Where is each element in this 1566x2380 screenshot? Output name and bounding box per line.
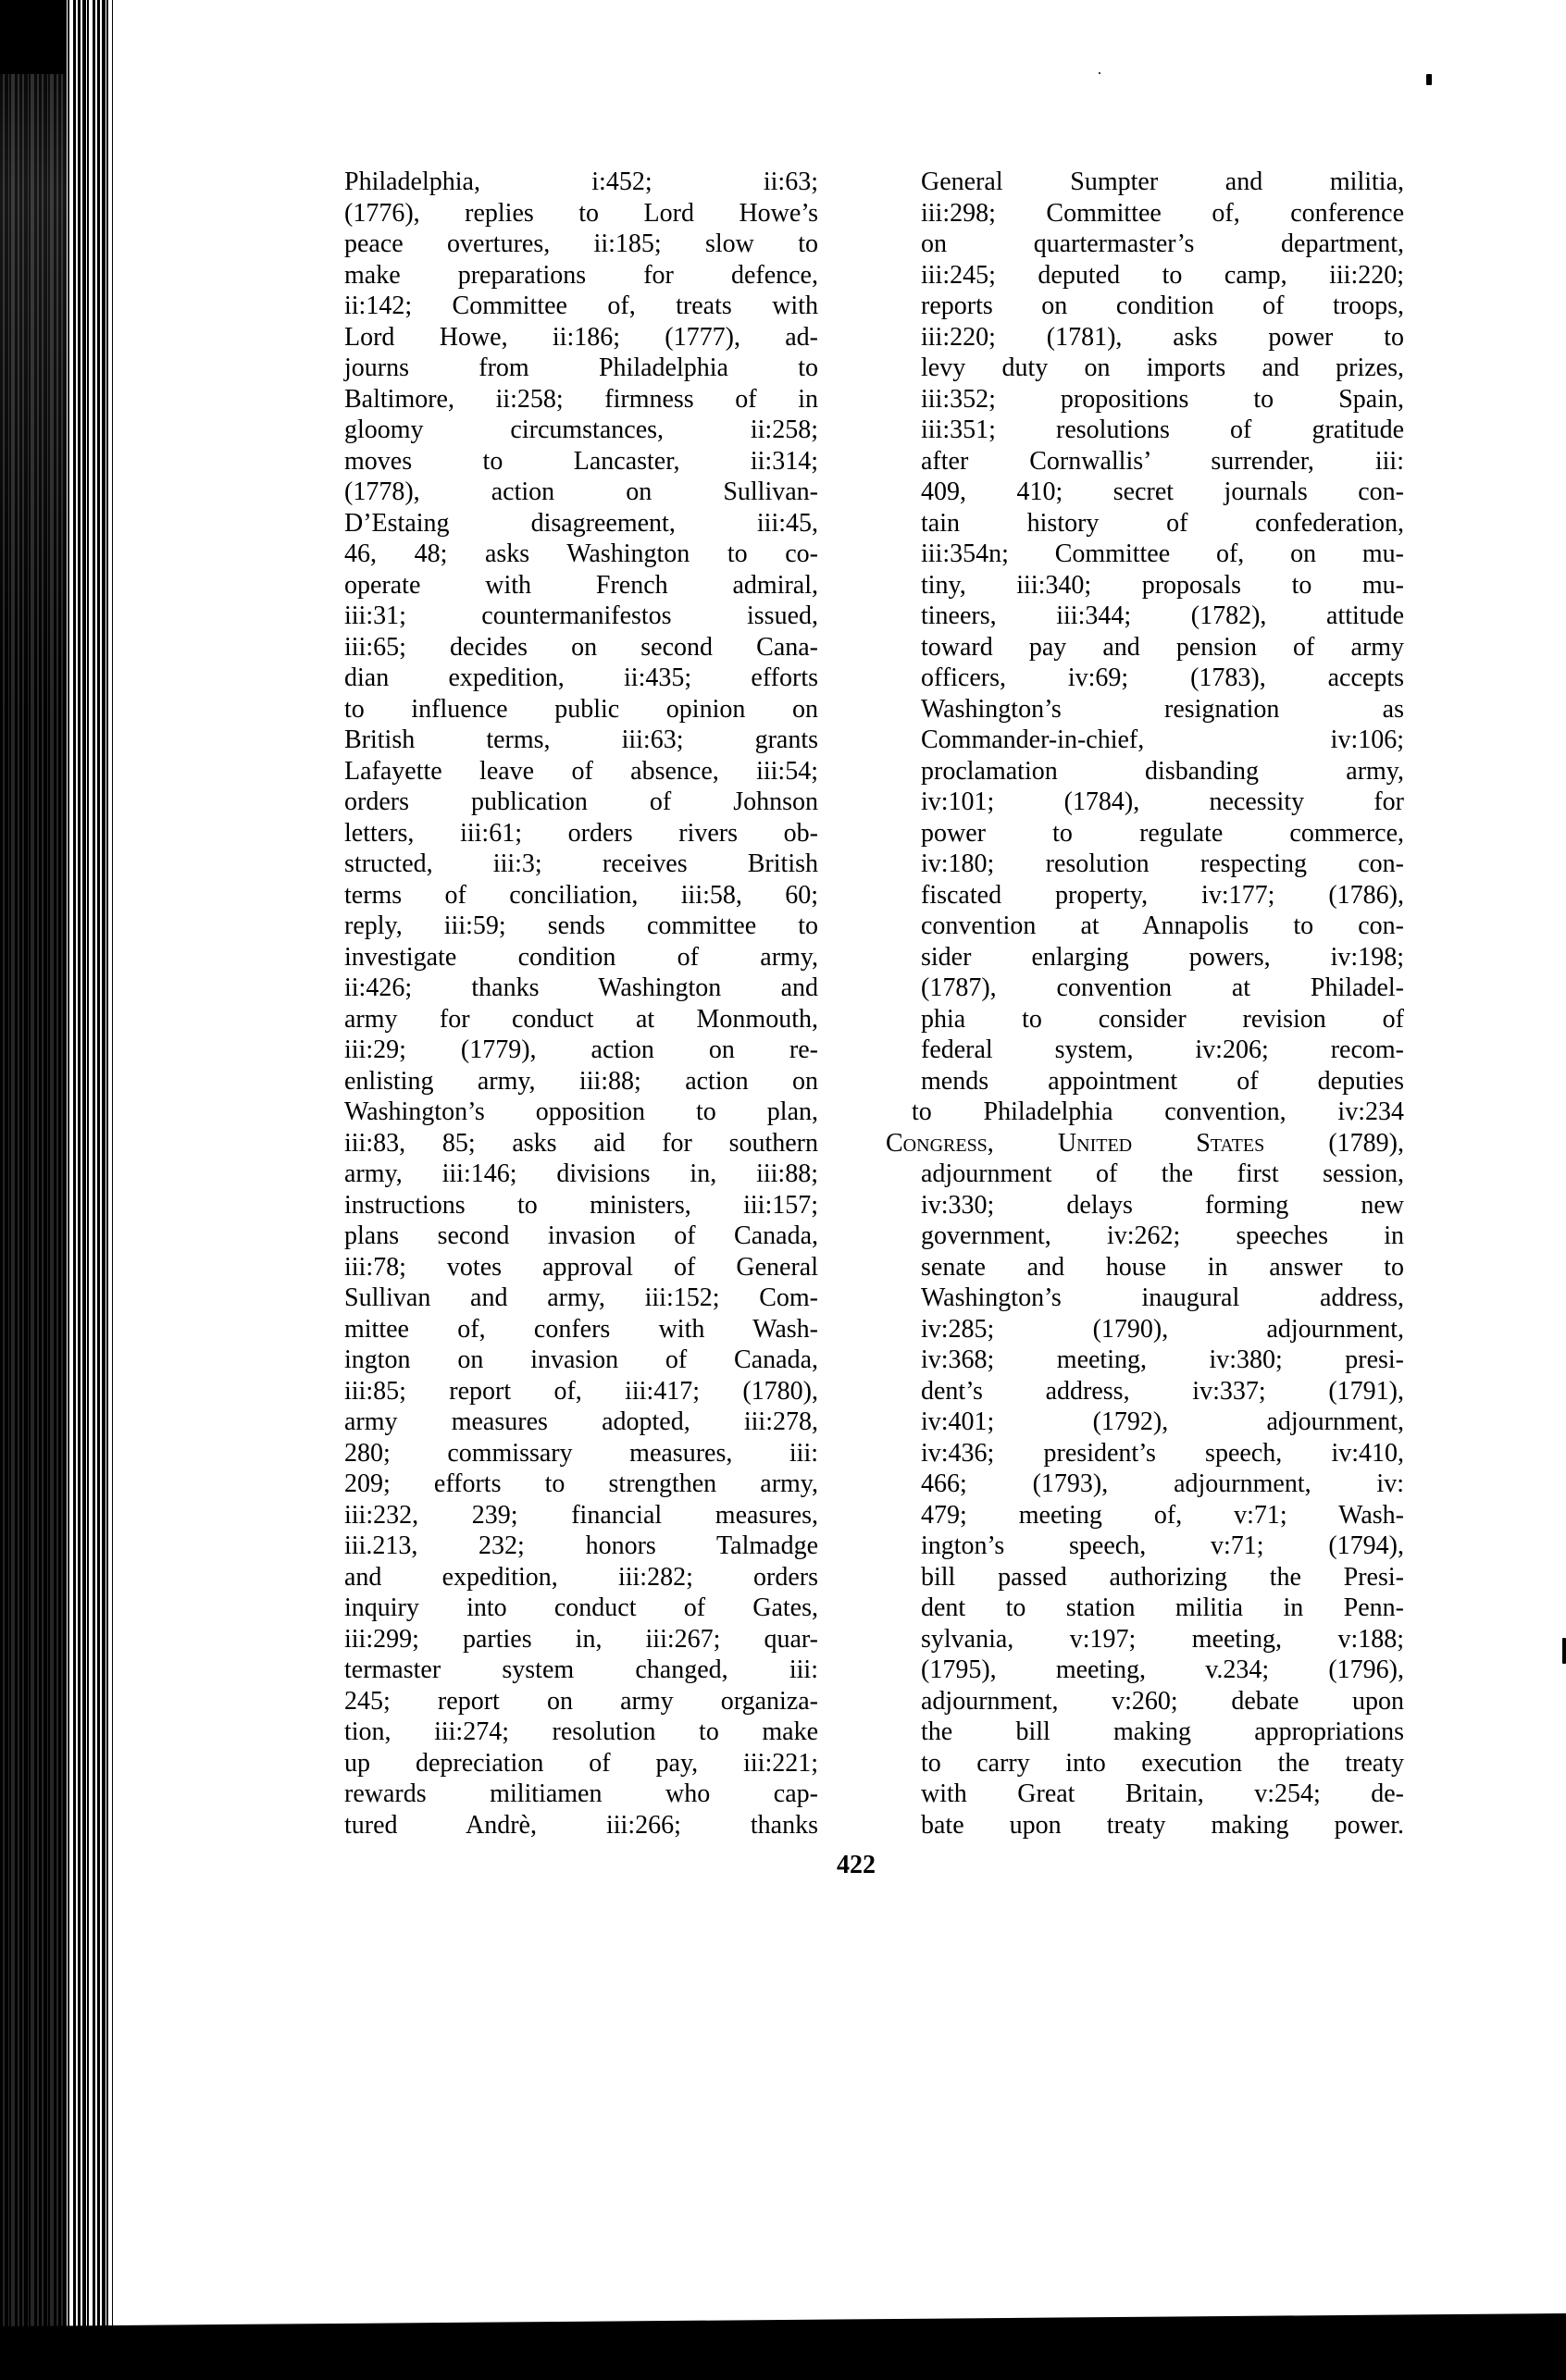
index-line: enlisting army, iii:88; action on bbox=[344, 1066, 818, 1096]
index-line: ington’s speech, v:71; (1794), bbox=[921, 1531, 1404, 1560]
index-line: iii:220; (1781), asks power to bbox=[921, 322, 1404, 352]
index-line: 245; report on army organiza- bbox=[344, 1686, 818, 1716]
index-line: instructions to ministers, iii:157; bbox=[344, 1190, 818, 1220]
index-line: with Great Britain, v:254; de- bbox=[921, 1779, 1404, 1808]
index-line: tion, iii:274; resolution to make bbox=[344, 1717, 818, 1746]
binding-corner bbox=[0, 0, 65, 74]
index-line: sylvania, v:197; meeting, v:188; bbox=[921, 1624, 1404, 1654]
index-line: tured Andrè, iii:266; thanks bbox=[344, 1810, 818, 1840]
index-line: plans second invasion of Canada, bbox=[344, 1221, 818, 1250]
index-line: (1776), replies to Lord Howe’s bbox=[344, 198, 818, 228]
index-line: dian expedition, ii:435; efforts bbox=[344, 663, 818, 692]
index-line: fiscated property, iv:177; (1786), bbox=[921, 880, 1404, 910]
index-line: mends appointment of deputies bbox=[921, 1066, 1404, 1096]
index-line: and expedition, iii:282; orders bbox=[344, 1562, 818, 1592]
index-line: D’Estaing disagreement, iii:45, bbox=[344, 508, 818, 538]
index-heading-entry bbox=[886, 1128, 1404, 1159]
index-line: (1778), action on Sullivan- bbox=[344, 477, 818, 506]
index-line: British terms, iii:63; grants bbox=[344, 725, 818, 754]
index-column-right bbox=[886, 167, 1405, 1841]
index-line: adjournment of the first session, bbox=[921, 1159, 1404, 1188]
index-line: inquiry into conduct of Gates, bbox=[344, 1593, 818, 1622]
index-line: on quartermaster’s department, bbox=[921, 229, 1404, 258]
index-line: 46, 48; asks Washington to co- bbox=[344, 539, 818, 568]
index-line: termaster system changed, iii: bbox=[344, 1655, 818, 1684]
index-line: reports on condition of troops, bbox=[921, 291, 1404, 320]
index-line: peace overtures, ii:185; slow to bbox=[344, 229, 818, 258]
index-line: army measures adopted, iii:278, bbox=[344, 1407, 818, 1436]
index-line: bill passed authorizing the Presi- bbox=[921, 1562, 1404, 1592]
index-line: gloomy circumstances, ii:258; bbox=[344, 415, 818, 444]
index-line: iv:436; president’s speech, iv:410, bbox=[921, 1438, 1404, 1468]
index-line: Philadelphia, i:452; ii:63; bbox=[344, 167, 818, 196]
index-line: Sullivan and army, iii:152; Com- bbox=[344, 1283, 818, 1312]
index-line: iii:83, 85; asks aid for southern bbox=[344, 1128, 818, 1158]
index-line: iv:330; delays forming new bbox=[921, 1190, 1404, 1220]
index-line: ii:142; Committee of, treats with bbox=[344, 291, 818, 320]
index-line: Lord Howe, ii:186; (1777), ad- bbox=[344, 322, 818, 352]
index-line: iii:299; parties in, iii:267; quar- bbox=[344, 1624, 818, 1654]
index-line: mittee of, confers with Wash- bbox=[344, 1314, 818, 1344]
index-line: iii:354n; Committee of, on mu- bbox=[921, 539, 1404, 568]
index-line: journs from Philadelphia to bbox=[344, 353, 818, 382]
index-line: the bill making appropriations bbox=[921, 1717, 1404, 1746]
index-line: tiny, iii:340; proposals to mu- bbox=[921, 570, 1404, 600]
index-line: iii:351; resolutions of gratitude bbox=[921, 415, 1404, 444]
index-line: iv:368; meeting, iv:380; presi- bbox=[921, 1345, 1404, 1374]
index-line: reply, iii:59; sends committee to bbox=[344, 911, 818, 940]
index-line: 479; meeting of, v:71; Wash- bbox=[921, 1500, 1404, 1530]
index-line: to influence public opinion on bbox=[344, 694, 818, 724]
index-line: to carry into execution the treaty bbox=[921, 1748, 1404, 1778]
index-line: 466; (1793), adjournment, iv: bbox=[921, 1469, 1404, 1498]
index-line: 209; efforts to strengthen army, bbox=[344, 1469, 818, 1498]
index-heading-year: (1789), bbox=[1264, 1128, 1405, 1158]
index-line: iv:101; (1784), necessity for bbox=[921, 787, 1404, 816]
index-line: make preparations for defence, bbox=[344, 260, 818, 290]
index-line: sider enlarging powers, iv:198; bbox=[921, 942, 1404, 972]
index-line: rewards militiamen who cap- bbox=[344, 1779, 818, 1808]
index-line: letters, iii:61; orders rivers ob- bbox=[344, 818, 818, 848]
index-line: investigate condition of army, bbox=[344, 942, 818, 972]
index-line: iv:180; resolution respecting con- bbox=[921, 849, 1404, 878]
index-line: iv:285; (1790), adjournment, bbox=[921, 1314, 1404, 1344]
index-line: moves to Lancaster, ii:314; bbox=[344, 446, 818, 476]
index-line: iii:78; votes approval of General bbox=[344, 1252, 818, 1282]
index-line: up depreciation of pay, iii:221; bbox=[344, 1748, 818, 1778]
index-heading-term: Congress, United States bbox=[886, 1128, 1265, 1158]
index-line: 280; commissary measures, iii: bbox=[344, 1438, 818, 1468]
index-line: government, iv:262; speeches in bbox=[921, 1221, 1404, 1250]
index-line: Washington’s opposition to plan, bbox=[344, 1097, 818, 1126]
index-line: dent to station militia in Penn- bbox=[921, 1593, 1404, 1622]
index-line: to Philadelphia convention, iv:234 bbox=[912, 1097, 1404, 1126]
index-line: tineers, iii:344; (1782), attitude bbox=[921, 601, 1404, 630]
scan-bottom-edge bbox=[0, 2313, 1566, 2380]
index-line: iii:352; propositions to Spain, bbox=[921, 384, 1404, 414]
index-line: Lafayette leave of absence, iii:54; bbox=[344, 756, 818, 786]
index-line: ington on invasion of Canada, bbox=[344, 1345, 818, 1374]
index-line: iii:29; (1779), action on re- bbox=[344, 1035, 818, 1064]
index-line: dent’s address, iv:337; (1791), bbox=[921, 1376, 1404, 1406]
page-number: 422 bbox=[837, 1851, 876, 1879]
index-line: General Sumpter and militia, bbox=[921, 167, 1404, 196]
index-line: proclamation disbanding army, bbox=[921, 756, 1404, 786]
index-line: army for conduct at Monmouth, bbox=[344, 1004, 818, 1034]
index-line: iii:85; report of, iii:417; (1780), bbox=[344, 1376, 818, 1406]
index-line: power to regulate commerce, bbox=[921, 818, 1404, 848]
index-line: bate upon treaty making power. bbox=[921, 1810, 1404, 1840]
index-line: Commander-in-chief, iv:106; bbox=[921, 725, 1404, 754]
index-line: terms of conciliation, iii:58, 60; bbox=[344, 880, 818, 910]
index-line: senate and house in answer to bbox=[921, 1252, 1404, 1282]
index-line: orders publication of Johnson bbox=[344, 787, 818, 816]
index-line: Baltimore, ii:258; firmness of in bbox=[344, 384, 818, 414]
index-line: levy duty on imports and prizes, bbox=[921, 353, 1404, 382]
index-line: after Cornwallis’ surrender, iii: bbox=[921, 446, 1404, 476]
index-line: Washington’s inaugural address, bbox=[921, 1283, 1404, 1312]
scan-speck bbox=[1426, 74, 1432, 85]
scan-speck bbox=[1099, 72, 1100, 74]
index-line: adjournment, v:260; debate upon bbox=[921, 1686, 1404, 1716]
index-line: structed, iii:3; receives British bbox=[344, 849, 818, 878]
index-line: iv:401; (1792), adjournment, bbox=[921, 1407, 1404, 1436]
index-line: (1795), meeting, v.234; (1796), bbox=[921, 1655, 1404, 1684]
index-line: iii:245; deputed to camp, iii:220; bbox=[921, 260, 1404, 290]
index-line: ii:426; thanks Washington and bbox=[344, 973, 818, 1002]
index-line: convention at Annapolis to con- bbox=[921, 911, 1404, 940]
index-line: federal system, iv:206; recom- bbox=[921, 1035, 1404, 1064]
index-column-left bbox=[344, 167, 818, 1841]
index-line: iii:31; countermanifestos issued, bbox=[344, 601, 818, 630]
index-line: 409, 410; secret journals con- bbox=[921, 477, 1404, 506]
index-line: Washington’s resignation as bbox=[921, 694, 1404, 724]
index-line: phia to consider revision of bbox=[921, 1004, 1404, 1034]
scan-speck bbox=[1562, 1638, 1566, 1664]
index-line: tain history of confederation, bbox=[921, 508, 1404, 538]
index-line: toward pay and pension of army bbox=[921, 632, 1404, 662]
index-line: iii.213, 232; honors Talmadge bbox=[344, 1531, 818, 1560]
index-line: iii:298; Committee of, conference bbox=[921, 198, 1404, 228]
index-line: (1787), convention at Philadel- bbox=[921, 973, 1404, 1002]
index-line: iii:65; decides on second Cana- bbox=[344, 632, 818, 662]
index-line: army, iii:146; divisions in, iii:88; bbox=[344, 1159, 818, 1188]
index-line: officers, iv:69; (1783), accepts bbox=[921, 663, 1404, 692]
binding-shadow bbox=[0, 0, 67, 2380]
index-line: iii:232, 239; financial measures, bbox=[344, 1500, 818, 1530]
index-line: operate with French admiral, bbox=[344, 570, 818, 600]
